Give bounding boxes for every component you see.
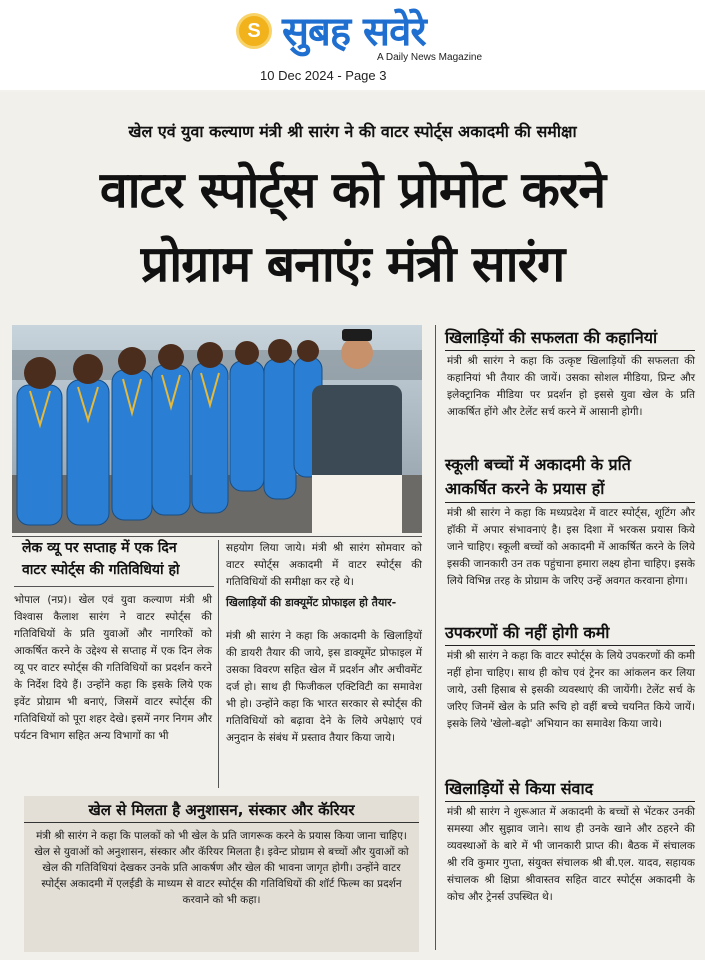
boxout-text: मंत्री श्री सारंग ने कहा कि पालकों को भी खेल के प्रति जागरूक करने के प्रयास किया जाना चाहिए। खेल से युवाओं को अनुशासन, संस्कार और कॅरियर मिलता है। इवेन्ट प्रोग्राम से बच्चों और युवाओं को खेल की गतिविधियां देखकर उनके प्रति आकर्षण और खेल की भावना जागृत होगी। उन्होंने वाटर स्पोर्ट्स अकादमी में एलईडी के माध्यम से वाटर स्पोर्ट्स की गतिविधियों की शॉर्ट फिल्म का प्रदर्शन करवाने को भी कहा। (34, 830, 409, 906)
article-column-2-subhead: खिलाड़ियों की डाक्यूमेंट प्रोफाइल हो तैयार- (226, 596, 397, 609)
publication-title: सुबह सवेरे (282, 9, 426, 55)
sidebar-heading-2-line-1: स्कूली बच्चों में अकादमी के प्रति (445, 455, 631, 474)
sidebar-heading-4: खिलाड़ियों से किया संवाद (445, 779, 594, 798)
headline-line-2: प्रोग्राम बनाएंः मंत्री सारंग (140, 235, 565, 293)
article-column-1: भोपाल (नप्र)। खेल एवं युवा कल्याण मंत्री श्री विश्वास कैलाश सारंग ने वाटर स्पोर्ट्स की गतिविधियों के प्रति युवाओं और नागरिकों को आकर्षित करने के उद्देश्य से सप्ताह में एक दिन लेक व्यू पर वाटर स्पोर्ट्स की गतिविधियों का प्रदर्शन करने के निर्देश दिये हैं। उन्होंने कहा कि इसके लिये एक इवेंट प्रोग्राम भी बनाएं, जिसमें वाटर स्पोर्ट्स की गतिविधियों को पूरा शहर देखे। इसमें नगर निगम और पर्यटन विभाग सहित अन्य विभागों का भी (14, 594, 212, 742)
sidebar-rule-4 (445, 801, 695, 802)
sidebar-rule-1 (445, 350, 695, 351)
article-column-2b: मंत्री श्री सारंग ने कहा कि अकादमी के खिलाड़ियों की डायरी तैयार की जाये, इस डाक्यूमेंट प्रोफाइल में उसका विवरण सहित खेल में प्रदर्शन और अचीवमेंट दर्ज हो। साथ ही फिजीकल एक्टिविटी का समावेश भी हो। उन्होंने कहा कि भारत सरकार से स्पोर्ट्स की गतिविधियों को बढ़ावा देने के लिये अपेक्षाएं एवं अनुदान के संबंध में प्रस्ताव तैयार किया जाये। (226, 630, 422, 744)
sidebar-rule-2 (445, 502, 695, 503)
sidebar-text-4: मंत्री श्री सारंग ने शुरूआत में अकादमी के बच्चों से भेंटकर उनकी समस्या और सुझाव जाने। साथ ही उनके खाने और ठहरने की व्यवस्थाओं के बारे में भी जानकारी प्राप्त की। बैठक में संचालक श्री रवि कुमार गुप्ता, संयुक्त संचालक श्री बी.एल. यादव, सहायक संचालक श्री क्षिप्रा श्रीवास्तव सहित वाटर स्पोर्ट्स अकादमी के कोच और ट्रेनर्स उपस्थित थे। (447, 806, 695, 903)
publication-tagline: A Daily News Magazine (377, 52, 483, 63)
boxout-rule (24, 822, 419, 823)
sidebar-divider (435, 325, 436, 950)
sidebar-heading-1: खिलाड़ियों की सफलता की कहानियां (445, 328, 658, 347)
sidebar-text-2: मंत्री श्री सारंग ने कहा कि मध्यप्रदेश में वाटर स्पोर्ट्स, शूटिंग और हॉकी में अपार संभावनाएं है। इस दिशा में भरकस प्रयास किये जाने चाहिए। स्कूली बच्चों को अकादमी में आकर्षित करने के लिये इसकी जानकारी उन तक पहुंचाना हमारा लक्ष्य होना चाहिए। इसके लिये विभिन्न तरह के प्रोग्राम के जरिए उन्हें अवगत करवाना होगा। (447, 507, 695, 587)
photo-subhead-line-1: लेक व्यू पर सप्ताह में एक दिन (22, 540, 177, 556)
photo-athletes-with-minister (12, 325, 422, 533)
masthead (0, 0, 705, 90)
dateline: 10 Dec 2024 - Page 3 (260, 68, 387, 83)
article-column-2a: सहयोग लिया जाये। मंत्री श्री सारंग सोमवार को वाटर स्पोर्ट्स अकादमी में वाटर स्पोर्ट्स की गतिविधियों की समीक्षा कर रहे थे। (226, 542, 422, 588)
sidebar-heading-2-line-2: आकर्षित करने के प्रयास हों (445, 479, 605, 498)
sidebar-rule-3 (445, 645, 695, 646)
headline-line-1: वाटर स्पोर्ट्स को प्रोमोट करने (99, 161, 606, 219)
col1-top-rule (14, 586, 214, 587)
sidebar-text-3: मंत्री श्री सारंग ने कहा कि वाटर स्पोर्ट्स के लिये उपकरणों की कमी नहीं होना चाहिए। साथ ही कोच एवं ट्रेनर का आंकलन कर लिया जाये, उसी हिसाब से इसकी व्यवस्थाएं की जायेंगी। टेलेंट सर्च के जरिए जिनमें खेल के प्रति रूचि हो वहीं बच्चे चयनित किये जायें। इसके लिये 'खेलो-बढ़ो' अभियान का समावेश किया जाये। (447, 650, 695, 730)
logo-coin-icon: S (236, 13, 272, 49)
sidebar-text-1: मंत्री श्री सारंग ने कहा कि उत्कृष्ट खिलाड़ियों की सफलता की कहानियां भी तैयार की जायें। उसका सोशल मीडिया, प्रिन्ट और इलेक्ट्रानिक मीडिया पर प्रदर्शन हो इससे युवा खेल के प्रति आकर्षित होंगे और टेलेंट सर्च करने में आसानी होगी। (447, 355, 695, 418)
sidebar-heading-3: उपकरणों की नहीं होगी कमी (445, 623, 610, 642)
column-divider (218, 540, 219, 788)
article-kicker: खेल एवं युवा कल्याण मंत्री श्री सारंग ने की वाटर स्पोर्ट्स अकादमी की समीक्षा (128, 122, 577, 141)
boxout-title: खेल से मिलता है अनुशासन, संस्कार और कॅरियर (88, 801, 355, 819)
article-photo (12, 325, 422, 533)
photo-bottom-rule (12, 536, 422, 537)
photo-subhead-line-2: वाटर स्पोर्ट्स की गतिविधियां हो (22, 562, 180, 578)
